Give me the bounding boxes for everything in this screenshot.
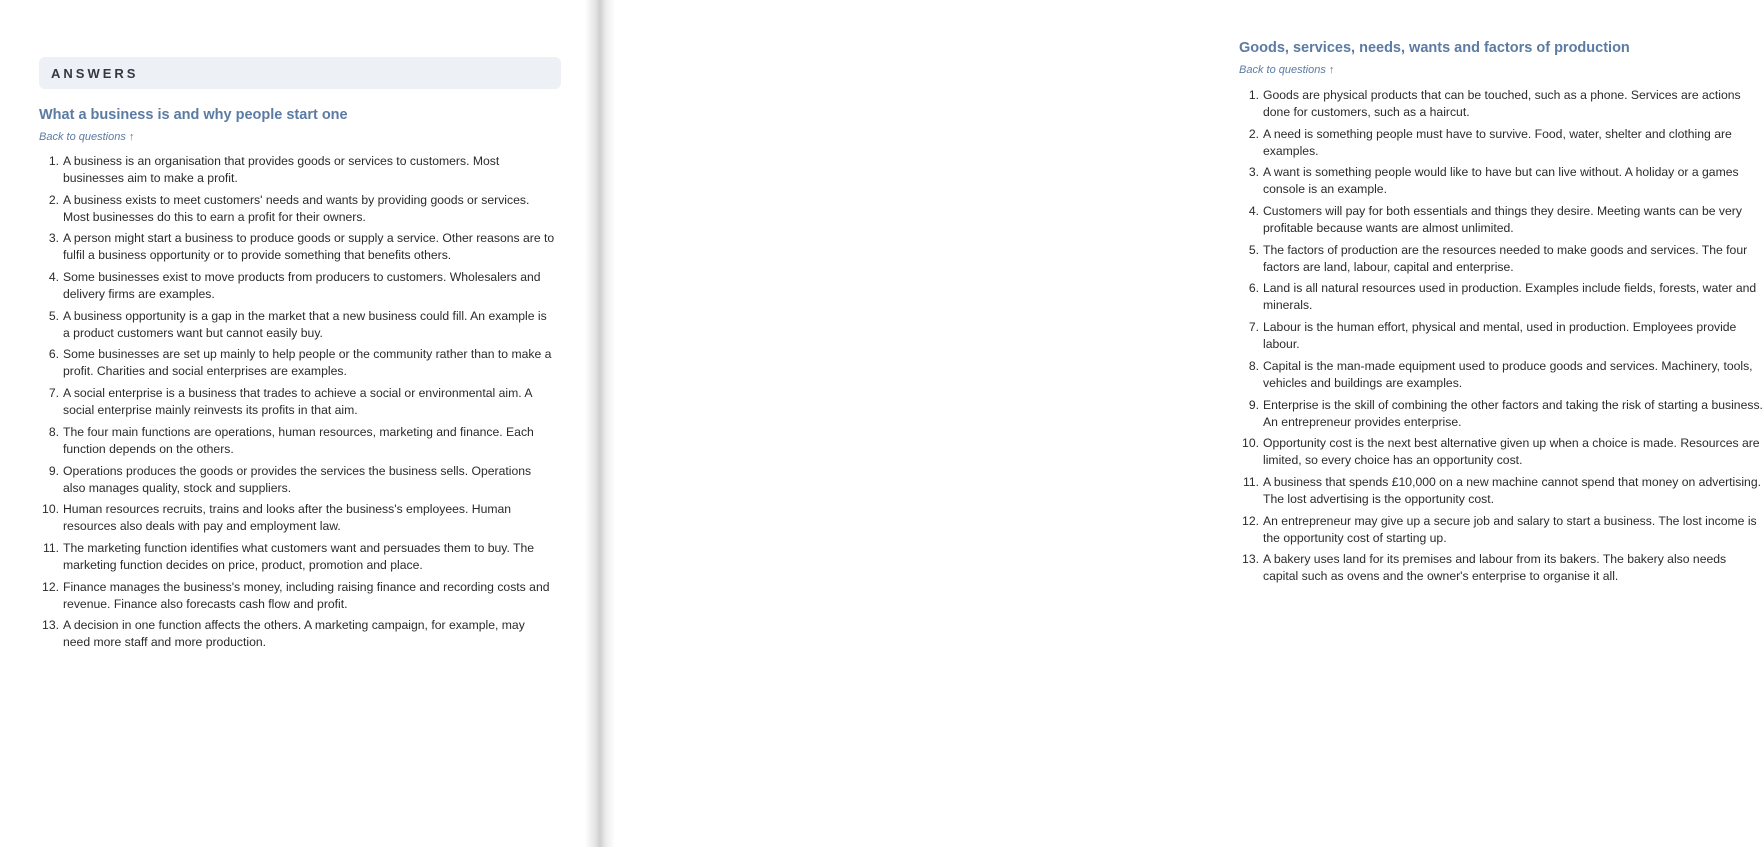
answer-number: 3.: [1248, 165, 1259, 180]
answer-text: A business exists to meet customers' needs and wants by providing goods or services. Most businesses do this to earn a profit for their owners.: [63, 192, 530, 224]
answer-list: [39, 153, 555, 651]
answer-item: [1239, 126, 1764, 160]
answer-number: 1.: [1248, 88, 1259, 102]
answer-number: 10.: [42, 502, 59, 517]
answer-item: [1239, 551, 1764, 585]
answer-text: The four main functions are operations, human resources, marketing and finance. Each function depends on the others.: [63, 424, 534, 456]
answer-number: 7.: [48, 386, 59, 401]
answer-text: Opportunity cost is the next best alternative given up when a choice is made. Resources are limited, so every choice has an opportunity cost.: [1263, 436, 1760, 468]
answer-text: Land is all natural resources used in production. Examples include fields, forests, water and minerals.: [1263, 281, 1757, 313]
answer-item: [39, 192, 555, 226]
answer-list: [1239, 87, 1764, 585]
answer-item: [39, 463, 555, 497]
section-title-goods-services: Goods, services, needs, wants and factors of production: [1239, 40, 1630, 56]
answer-text: Human resources recruits, trains and looks after the business's employees. Human resources also deals with pay and employment law.: [63, 502, 512, 534]
answer-text: The factors of production are the resources needed to make goods and services. The four factors are land, labour, capital and enterprise.: [1263, 242, 1748, 274]
answer-text: An entrepreneur may give up a secure job and salary to start a business. The lost income is the opportunity cost of starting up.: [1263, 513, 1757, 545]
answer-text: Labour is the human effort, physical and mental, used in production. Employees provide labour.: [1263, 320, 1737, 352]
answer-text: Finance manages the business's money, including raising finance and recording costs and revenue. Finance also forecasts cash flow and profit.: [63, 579, 550, 611]
answer-number: 3.: [48, 231, 59, 246]
answers-heading: ANSWERS: [51, 66, 139, 81]
answer-item: [39, 617, 555, 651]
answer-text: A social enterprise is a business that trades to achieve a social or environmental aim. A social enterprise mainly reinvests its profits in that aim.: [63, 386, 532, 418]
answer-item: [39, 501, 555, 535]
answer-item: [39, 346, 555, 380]
answer-number: 2.: [1248, 126, 1259, 141]
left-section: [39, 107, 555, 656]
right-section: [1239, 40, 1764, 590]
answer-number: 7.: [1248, 320, 1259, 335]
answer-text: Enterprise is the skill of combining the other factors and taking the risk of starting a business. An entrepreneur provides enterprise.: [1263, 397, 1763, 429]
answer-item: [1239, 203, 1764, 237]
answer-number: 9.: [48, 463, 59, 478]
answer-text: Goods are physical products that can be touched, such as a phone. Services are actions done for customers, such as a haircut.: [1263, 88, 1741, 119]
answer-number: 10.: [1242, 436, 1259, 451]
answer-number: 5.: [48, 308, 59, 323]
answer-item: [1239, 87, 1764, 121]
answer-number: 11.: [1242, 474, 1259, 489]
answer-item: [1239, 319, 1764, 353]
answer-number: 8.: [48, 424, 59, 439]
answer-number: 4.: [48, 270, 59, 285]
answer-text: A decision in one function affects the others. A marketing campaign, for example, may need more staff and more production.: [63, 618, 525, 650]
answer-number: 9.: [1248, 397, 1259, 412]
answer-item: [1239, 513, 1764, 547]
answer-text: A bakery uses land for its premises and labour from its bakers. The bakery also needs capital such as ovens and the owner's enterprise to organise it all.: [1263, 552, 1727, 584]
answer-item: [39, 308, 555, 342]
answer-item: [1239, 280, 1764, 314]
answer-text: A business that spends £10,000 on a new machine cannot spend that money on advertising. The lost advertising is the opportunity cost.: [1263, 474, 1761, 506]
answer-item: [39, 385, 555, 419]
answer-item: [39, 579, 555, 613]
answer-number: 4.: [1248, 204, 1259, 219]
answer-text: Customers will pay for both essentials and things they desire. Meeting wants can be very profitable because wants are almost unlimited.: [1263, 204, 1742, 236]
answer-text: A need is something people must have to survive. Food, water, shelter and clothing are examples.: [1263, 126, 1732, 158]
answer-number: 11.: [42, 540, 59, 555]
answer-item: [39, 424, 555, 458]
answer-item: [39, 540, 555, 574]
answer-item: [1239, 242, 1764, 276]
answer-text: A want is something people would like to have but can live without. A holiday or a games console is an example.: [1263, 165, 1739, 197]
answer-number: 5.: [1248, 242, 1259, 257]
answer-text: A business is an organisation that provides goods or services to customers. Most businesses aim to make a profit.: [63, 154, 500, 185]
answer-item: [1239, 474, 1764, 508]
answer-text: Capital is the man-made equipment used to produce goods and services. Machinery, tools, vehicles and buildings are examples.: [1263, 358, 1753, 390]
answer-number: 8.: [1248, 358, 1259, 373]
right-page: [600, 0, 1763, 847]
answer-number: 6.: [48, 347, 59, 362]
answer-item: [1239, 435, 1764, 469]
answer-number: 13.: [1242, 552, 1259, 567]
answer-item: [39, 230, 555, 264]
answer-number: 12.: [42, 579, 59, 594]
answer-number: 12.: [1242, 513, 1259, 528]
answer-item: [1239, 358, 1764, 392]
answer-number: 6.: [1248, 281, 1259, 296]
back-to-questions-link[interactable]: Back to questions ↑: [1239, 64, 1335, 76]
left-page: [0, 0, 600, 847]
answers-header-box: [39, 57, 561, 89]
answer-number: 1.: [48, 154, 59, 168]
answer-item: [1239, 397, 1764, 431]
section-title-business: What a business is and why people start one: [39, 107, 348, 123]
answer-text: Operations produces the goods or provides the services the business sells. Operations also manages quality, stock and suppliers.: [63, 463, 532, 495]
answer-text: Some businesses exist to move products from producers to customers. Wholesalers and delivery firms are examples.: [63, 270, 541, 302]
answer-item: [39, 269, 555, 303]
answer-text: Some businesses are set up mainly to help people or the community rather than to make a profit. Charities and social enterprises are examples.: [63, 347, 552, 379]
answer-number: 13.: [42, 618, 59, 633]
answer-text: A person might start a business to produce goods or supply a service. Other reasons are to fulfil a business opportunity or to provide something that benefits others.: [63, 231, 555, 263]
back-to-questions-link[interactable]: Back to questions ↑: [39, 131, 135, 143]
answer-text: A business opportunity is a gap in the market that a new business could fill. An example is a product customers want but cannot easily buy.: [63, 308, 547, 340]
answer-item: [1239, 164, 1764, 198]
answer-text: The marketing function identifies what customers want and persuades them to buy. The marketing function decides on price, product, promotion and place.: [63, 540, 535, 572]
answer-item: [39, 153, 555, 187]
answer-number: 2.: [48, 192, 59, 207]
